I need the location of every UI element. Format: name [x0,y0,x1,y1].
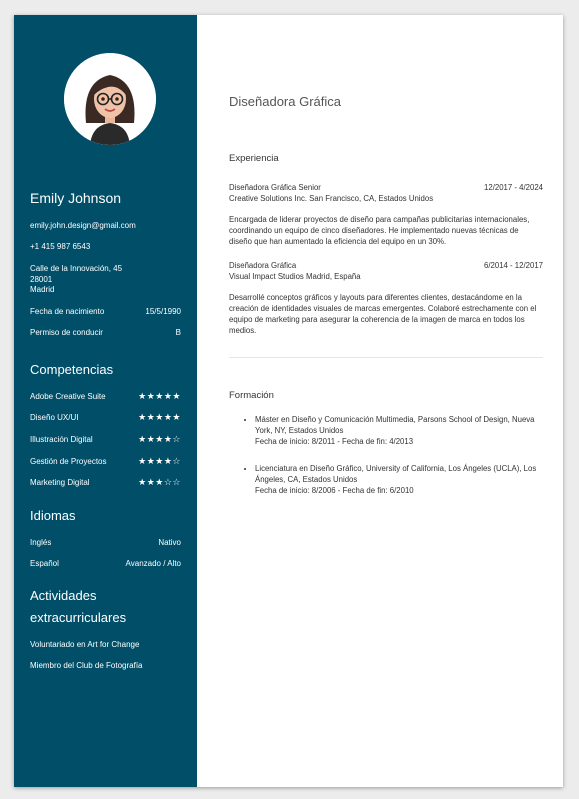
language-row [30,559,181,568]
education-item [255,463,543,496]
section-divider [229,357,543,358]
skill-label: Illustración Digital [30,435,93,444]
language-label: Inglés [30,538,52,547]
star-rating-icon: ★★★★☆ [138,457,181,467]
language-label: Español [30,559,59,568]
address-line: Madrid [30,285,55,294]
activities-heading-line: Actividades [30,588,97,603]
skill-row [30,413,181,423]
experience-item [229,182,543,247]
birth-date-label: Fecha de nacimiento [30,307,105,316]
skill-label: Gestión de Proyectos [30,457,107,466]
language-level: Avanzado / Alto [125,559,181,568]
birth-date-value: 15/5/1990 [145,307,181,316]
experience-company: Creative Solutions Inc. San Francisco, CA, Estados Unidos [229,194,434,203]
education-title: • Máster en Diseño y Comunicación Multimedia, Parsons School of Design, Nueva York, NY, Estados Unidos [255,415,535,435]
address-line: Calle de la Innovación, 45 [30,264,123,273]
address [30,264,122,296]
skill-row [30,457,181,467]
skill-label: Diseño UX/UI [30,413,79,422]
education-list [229,414,543,447]
experience-item [229,260,543,336]
education-dates: Fecha de inicio: 8/2006 - Fecha de fin: 6/2010 [255,486,414,495]
skill-label: Adobe Creative Suite [30,392,106,401]
experience-dates: 6/2014 - 12/2017 [484,261,543,270]
education-dates: Fecha de inicio: 8/2011 - Fecha de fin: 4/2013 [255,437,414,446]
phone-text: +1 415 987 6543 [30,242,91,251]
avatar-illustration [64,53,156,145]
experience-dates: 12/2017 - 4/2024 [484,183,543,192]
experience-heading: Experiencia [229,153,279,164]
star-rating-icon: ★★★☆☆ [138,478,181,488]
activity-item: Voluntariado en Art for Change [30,640,140,649]
resume-page [14,15,563,787]
skills-heading: Competencias [30,362,114,377]
skill-label: Marketing Digital [30,478,90,487]
education-heading: Formación [229,390,274,401]
sidebar [14,15,197,787]
avatar [64,53,156,145]
email-text: emily.john.design@gmail.com [30,221,136,230]
skill-row [30,392,181,402]
experience-description: Desarrollé conceptos gráficos y layouts para diferentes clientes, destacándome en la creación de identidades visuales de marcas emergentes. Colaboré estrechamente con el equipo de marketing para asegurar la coherencia de la imagen de marca en todos los medios. [229,293,537,335]
language-row [30,538,181,547]
experience-role: Diseñadora Gráfica [229,261,297,270]
skill-row [30,435,181,445]
education-title: • Licenciatura en Diseño Gráfico, University of California, Los Ángeles (UCLA), Los Ángeles, CA, Estados Unidos [255,464,537,484]
activity-item: Miembro del Club de Fotografía [30,661,143,670]
birth-date-row [30,307,181,316]
education-item [255,414,543,447]
star-rating-icon: ★★★★★ [138,392,181,402]
person-name: Emily Johnson [30,190,122,206]
experience-company: Visual Impact Studios Madrid, España [229,272,361,281]
languages-heading: Idiomas [30,508,76,523]
experience-description: Encargada de liderar proyectos de diseño para campañas publicitarias internacionales, coordinando un equipo de cinco diseñadores. He implementado nuevas técnicas de diseño que han aumentado la eficiencia del equipo en un 30%. [229,215,530,246]
skill-row [30,478,181,488]
activities-heading [30,585,126,629]
star-rating-icon: ★★★★☆ [138,435,181,445]
star-rating-icon: ★★★★★ [138,413,181,423]
job-title: Diseñadora Gráfica [229,94,341,109]
license-row [30,328,181,337]
language-level: Nativo [158,538,181,547]
activities-heading-line: extracurriculares [30,610,127,625]
experience-role: Diseñadora Gráfica Senior [229,183,321,192]
license-value: B [175,328,181,337]
address-line: 28001 [30,274,53,284]
education-list [229,463,543,496]
license-label: Permiso de conducir [30,328,103,337]
